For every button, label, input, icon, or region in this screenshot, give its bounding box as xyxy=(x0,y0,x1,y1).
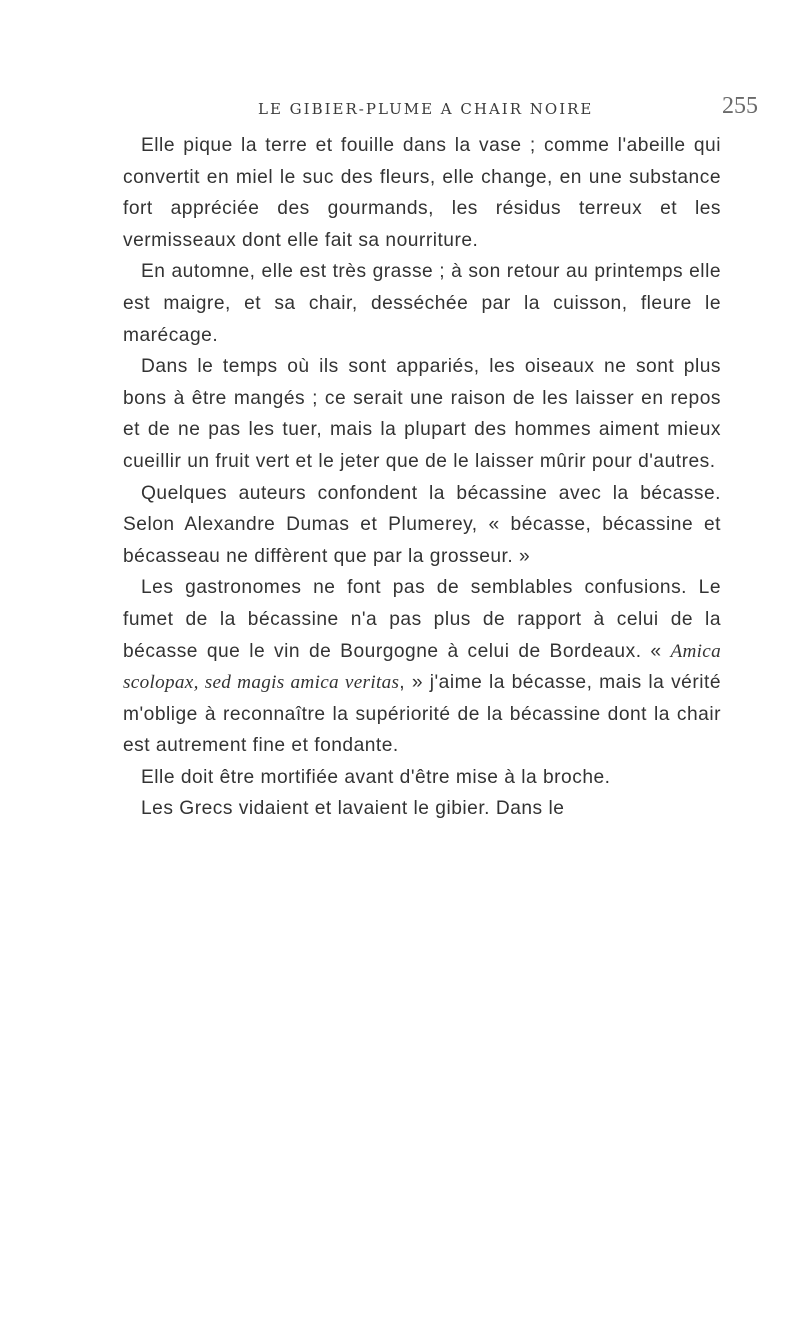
paragraph-5-text-after: , » j'aime la bécasse, mais la vérité m'oblige à reconnaître la supériorité de la bécassine dont la chair est autrement fine et fondante. xyxy=(123,672,722,757)
paragraph-4: Quelques auteurs confondent la bécassine avec la bécasse. Selon Alexandre Dumas et Plumerey, « bécasse, bécassine et bécasseau ne diffèrent que par la grosseur. » xyxy=(123,482,721,567)
paragraph-5 xyxy=(123,572,721,762)
paragraph-1: Elle pique la terre et fouille dans la vase ; comme l'abeille qui convertit en miel le suc des fleurs, elle change, en une substance fort appréciée des gourmands, les résidus terreux et les vermisseaux dont elle fait sa nourriture. xyxy=(123,135,721,251)
paragraph-6: Elle doit être mortifiée avant d'être mise à la broche. xyxy=(141,766,611,788)
paragraph-7: Les Grecs vidaient et lavaient le gibier. Dans le xyxy=(141,798,565,820)
running-head: LE GIBIER-PLUME A CHAIR NOIRE xyxy=(258,100,594,118)
body-text xyxy=(123,130,721,825)
page-number: 255 xyxy=(722,93,758,119)
paragraph-2: En automne, elle est très grasse ; à son retour au printemps elle est maigre, et sa chair, desséchée par la cuisson, fleure le marécage. xyxy=(123,261,721,346)
latin-quote: Amica scolopax, sed magis amica veritas xyxy=(123,640,721,694)
paragraph-5-text-before: Les gastronomes ne font pas de semblables confusions. Le fumet de la bécassine n'a pas plus de rapport à celui de la bécasse que le vin de Bourgogne à celui de Bordeaux. « xyxy=(123,577,721,662)
paragraph-3: Dans le temps où ils sont appariés, les oiseaux ne sont plus bons à être mangés ; ce serait une raison de les laisser en repos et de ne pas les tuer, mais la plupart des hommes aiment mieux cueillir un fruit vert et le jeter que de le laisser mûrir pour d'autres. xyxy=(123,356,721,472)
